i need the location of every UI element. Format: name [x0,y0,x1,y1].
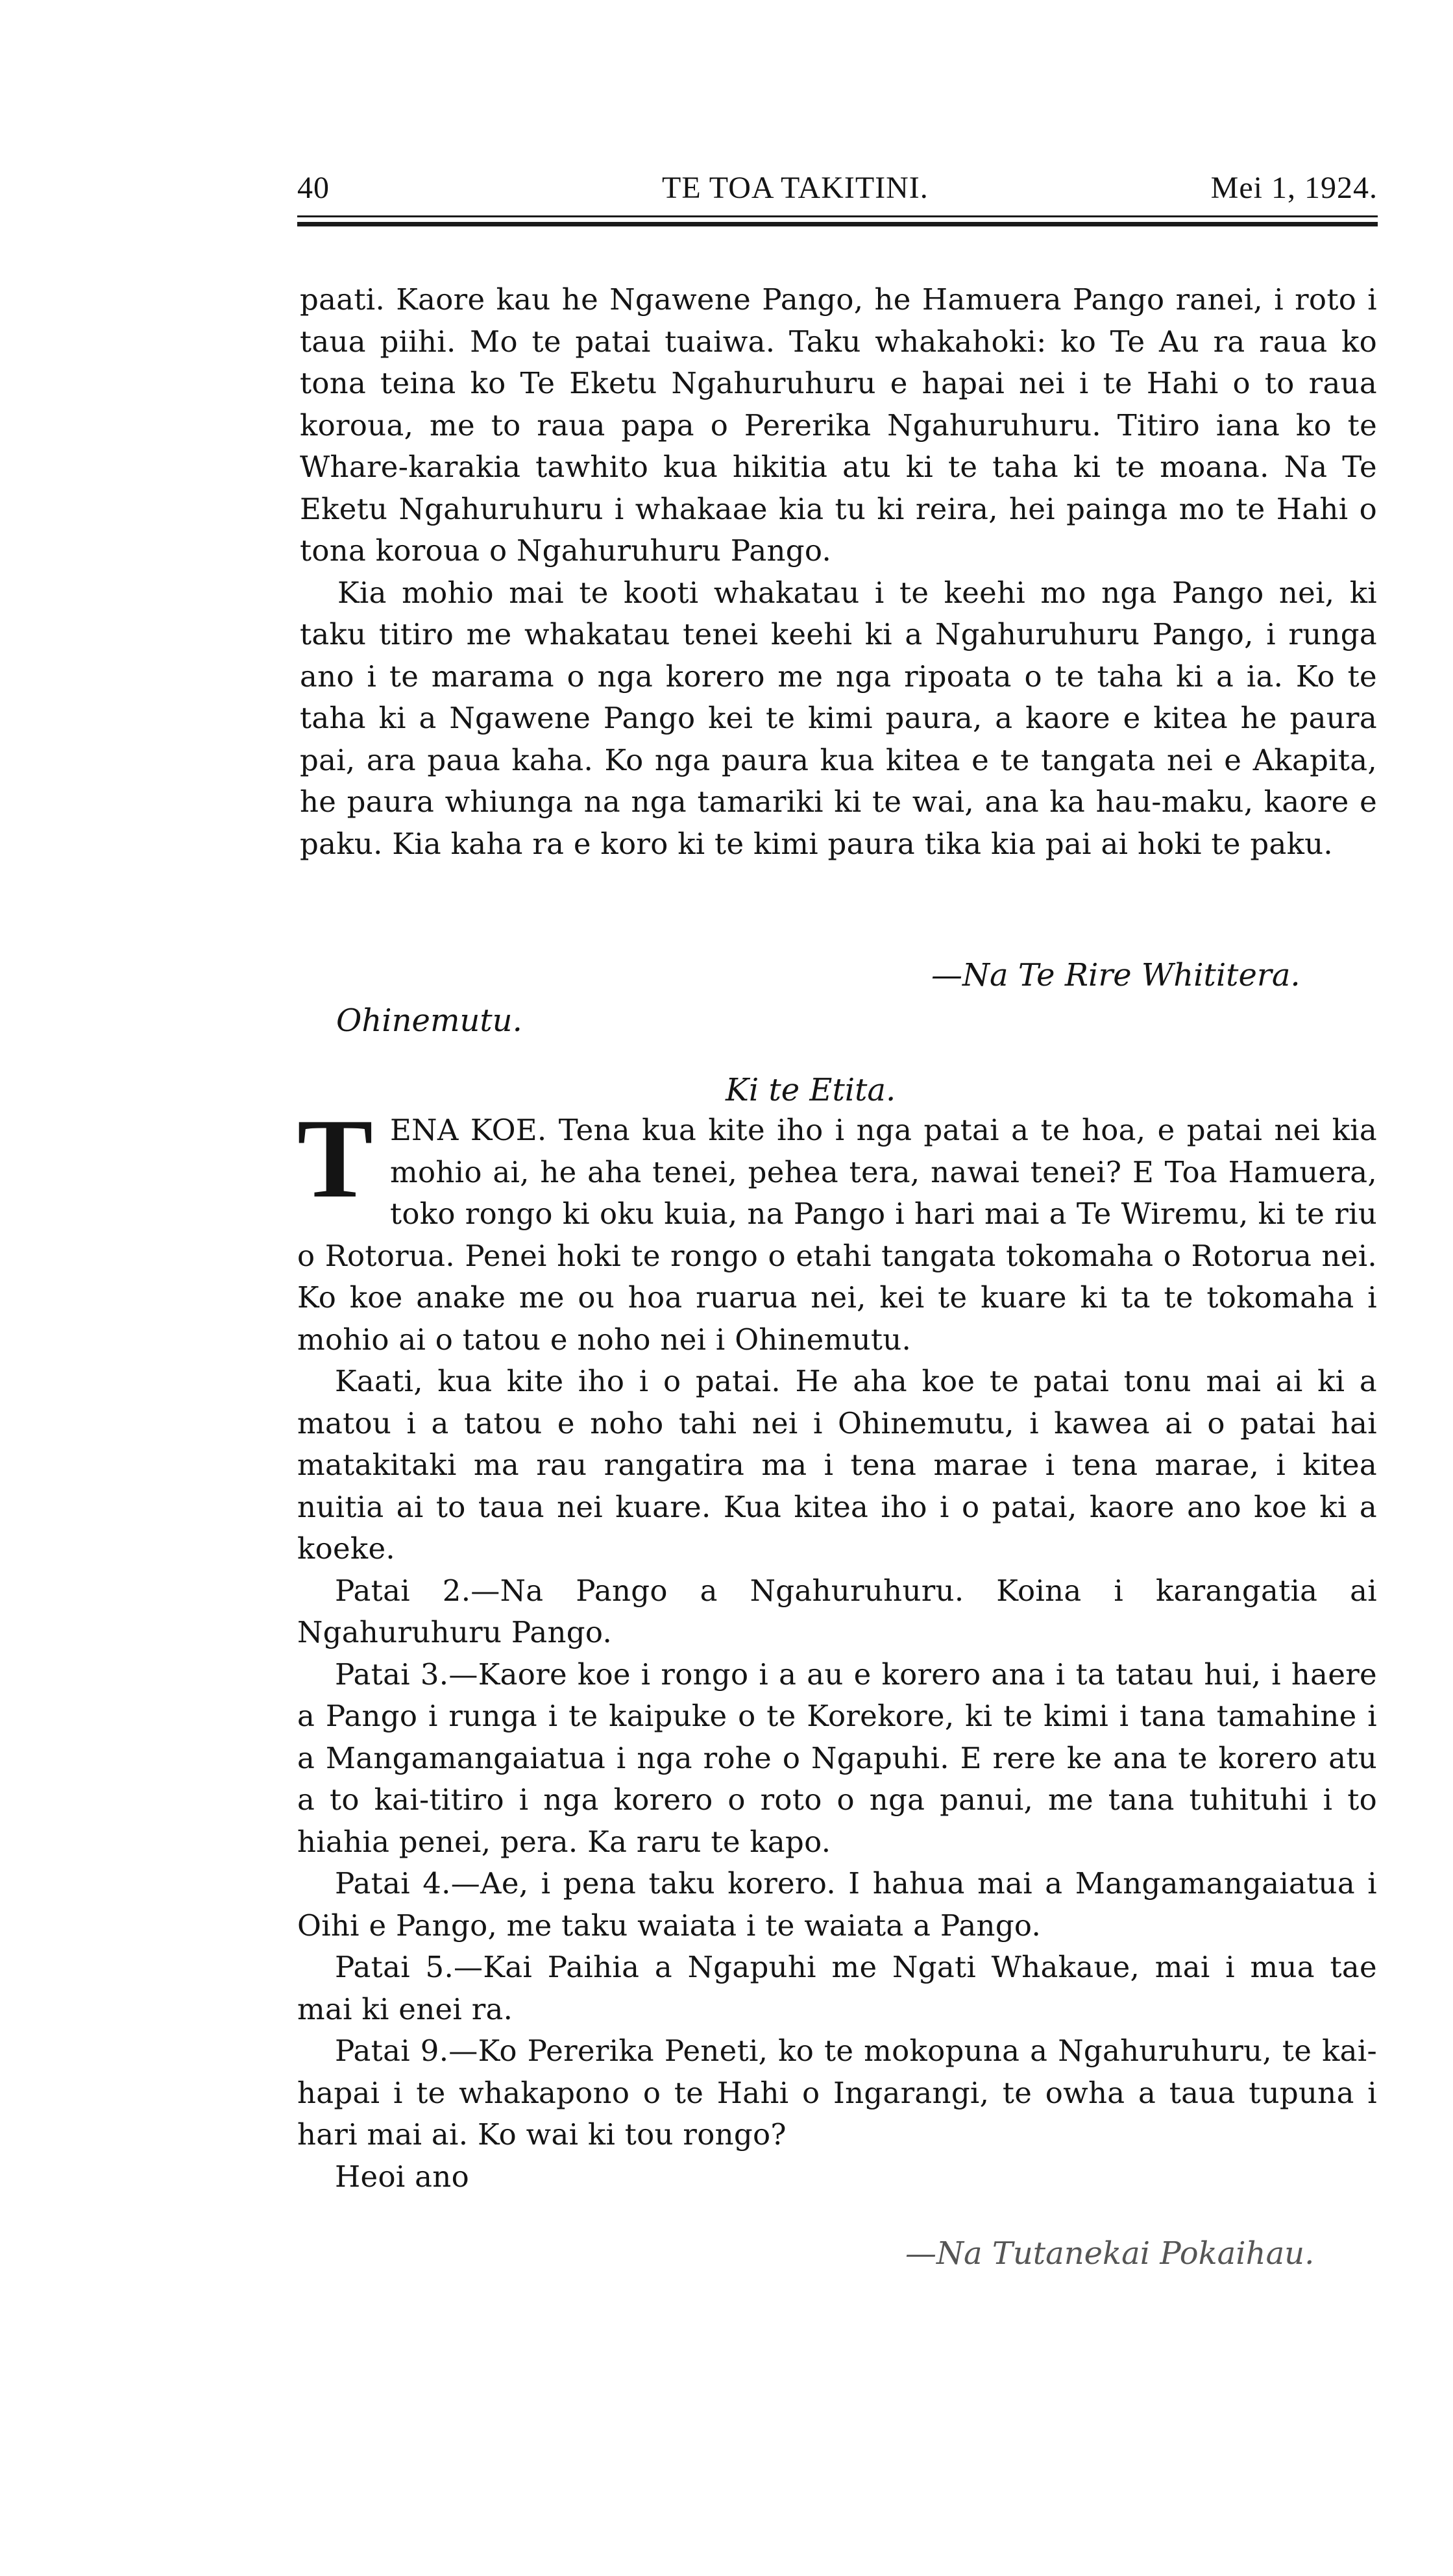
letter2-paragraph: Kaati, kua kite iho i o patai. He aha koe te patai tonu mai ai ki a matou i a tatou e noho tahi nei i Ohinemutu, i kawea ai o patai hai matakitaki ma rau rangatira ma i tena marae i tena marae, i kitea nuitia ai to taua nei kuare. Kua kitea iho i o patai, kaore ano koe ki a koeke. [297,1364,1377,1566]
letter2-signature: —Na Tutanekai Pokaihau. [905,2235,1315,2272]
letter2-salutation: Ki te Etita. [726,1072,896,1108]
letter2-first-paragraph-text: ENA KOE. Tena kua kite iho i nga patai a te hoa, e patai nei kia mohio ai, he aha tenei, pehea tera, nawai tenei? E Toa Hamuera, toko rongo ki oku kuia, na Pango i hari mai a Te Wiremu, ki te riu o Rotorua. Penei hoki te rongo o etahi tangata tokomaha o Rotorua nei. Ko koe anake me ou hoa ruarua nei, kei te kuare ki ta te tokomaha i mohio ai o tatou e noho nei i Ohinemutu. [297,1113,1377,1357]
letter2-paragraph: Patai 2.—Na Pango a Ngahuruhuru. Koina i karangatia ai Ngahuruhuru Pango. [297,1573,1377,1649]
page-number: 40 [297,171,330,205]
letter1-body [300,279,1377,865]
letter2-paragraph: Patai 4.—Ae, i pena taku korero. I hahua mai a Mangamangaiatua i Oihi e Pango, me taku waiata i te waiata a Pango. [297,1866,1377,1943]
letter2-paragraph: Patai 5.—Kai Paihia a Ngapuhi me Ngati Whakaue, mai i mua tae mai ki enei ra. [297,1950,1377,2026]
letter2-paragraph: Heoi ano [335,2159,469,2194]
header-rule-thin [297,215,1378,217]
issue-date: Mei 1, 1924. [1210,171,1378,205]
page-header [297,170,1378,215]
letter1-paragraph: paati. Kaore kau he Ngawene Pango, he Hamuera Pango ranei, i roto i taua piihi. Mo te patai tuaiwa. Taku whakahoki: ko Te Au ra raua ko tona teina ko Te Eketu Ngahuruhuru e hapai nei i te Hahi o to raua koroua, me to raua papa o Pererika Ngahuruhuru. Titiro iana ko te Whare-karakia tawhito kua hikitia atu ki te taha ki te moana. Na Te Eketu Ngahuruhuru i whakaae kia tu ki reira, hei painga mo te Hahi o tona koroua o Ngahuruhuru Pango. [300,282,1377,568]
letter2-first-paragraph [297,1095,1377,1361]
letter2-paragraph: Patai 3.—Kaore koe i rongo i a au e korero ana i ta tatau hui, i haere a Pango i runga i te kaipuke o te Korekore, ki te kimi i tana tamahine i a Mangamangaiatua i nga rohe o Ngapuhi. E rere ke ana te korero atu a to kai-titiro i nga korero o roto o nga panui, me tana tuhituhi i to hiahia penei, pera. Ka raru te kapo. [297,1657,1377,1859]
newspaper-title: TE TOA TAKITINI. [662,171,929,205]
letter2-paragraph: Patai 9.—Ko Pererika Peneti, ko te mokopuna a Ngahuruhuru, te kai-hapai i te whakapono o te Hahi o Ingarangi, te owha a taua tupuna i hari mai ai. Ko wai ki tou rongo? [297,2034,1377,2152]
letter2-body [297,1095,1377,2198]
drop-cap: T [297,1095,374,1221]
header-rule-thick [297,222,1378,226]
letter1-paragraph: Kia mohio mai te kooti whakatau i te keehi mo nga Pango nei, ki taku titiro me whakatau tenei keehi ki a Ngahuruhuru Pango, i runga ano i te marama o nga korero me nga ripoata o te taha ki a ia. Ko te taha ki a Ngawene Pango kei te kimi paura, a kaore e kitea he paura pai, ara paua kaha. Ko nga paura kua kitea e te tangata nei e Akapita, he paura whiunga na nga tamariki ki te wai, ana ka hau-maku, kaore e paku. Kia kaha ra e koro ki te kimi paura tika kia pai ai hoki te paku. [300,575,1377,861]
letter1-signature: —Na Te Rire Whititera. [931,957,1300,993]
letter1-place: Ohinemutu. [336,1002,522,1039]
